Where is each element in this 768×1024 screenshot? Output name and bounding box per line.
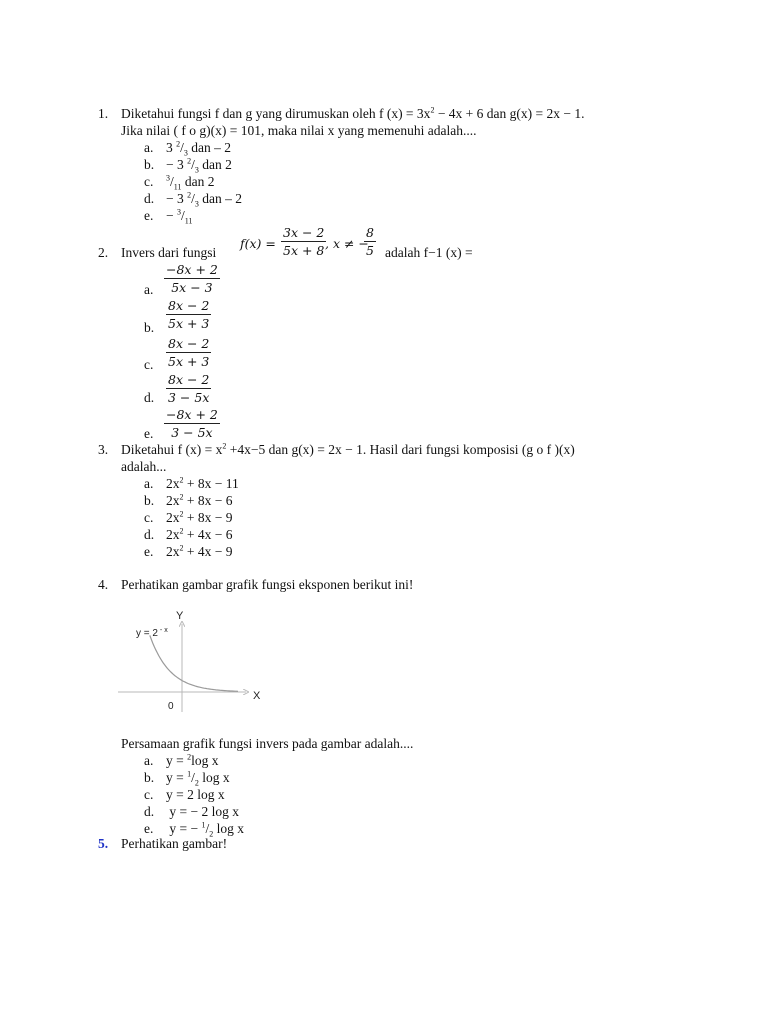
option-label[interactable]: b. — [144, 493, 155, 508]
question-4-text: Perhatikan gambar grafik fungsi eksponen berikut ini! — [121, 577, 414, 592]
question-2-text-after: adalah f−1 (x) = — [385, 245, 473, 260]
fraction-numerator: −8x + 2 — [166, 262, 218, 277]
option-label[interactable]: d. — [144, 804, 155, 819]
fraction-numerator: −8x + 2 — [166, 407, 218, 422]
question-1-number: 1. — [98, 106, 109, 121]
option-fraction[interactable] — [166, 335, 211, 370]
exponential-curve — [150, 635, 238, 691]
option-value[interactable]: $2x^2 + 8x - 6$ — [166, 492, 233, 508]
option-value[interactable]: y = $^2$log x — [166, 752, 219, 768]
function-label: f(x) = — [240, 236, 276, 251]
option-label[interactable]: b. — [144, 320, 155, 335]
question-2-number: 2. — [98, 245, 109, 260]
question-3-number: 3. — [98, 442, 109, 457]
condition-fraction — [364, 224, 376, 259]
option-label[interactable]: c. — [144, 174, 154, 189]
x-axis-label: X — [253, 690, 261, 702]
fraction-numerator: 8x − 2 — [168, 372, 210, 387]
question-4-number: 4. — [98, 577, 109, 592]
option-fraction[interactable] — [166, 371, 211, 406]
option-label[interactable]: a. — [144, 753, 154, 768]
option-label[interactable]: d. — [144, 390, 155, 405]
option-value[interactable]: $2x^2 + 8x - 11$ — [166, 475, 239, 491]
option-label[interactable]: c. — [144, 787, 154, 802]
option-label[interactable]: e. — [144, 426, 154, 441]
option-value[interactable]: − $^3/_{11}$ — [166, 207, 193, 226]
option-label[interactable]: c. — [144, 357, 154, 372]
option-value[interactable]: − 3 $^2/_3$ dan 2 — [166, 156, 232, 175]
y-axis-label: Y — [176, 610, 184, 622]
origin-label: 0 — [168, 701, 174, 712]
fraction-denominator: 5x + 3 — [168, 354, 210, 369]
curve-label: y = 2 $^{- x}$ — [136, 627, 168, 639]
question-4-prompt: Persamaan grafik fungsi invers pada gambar adalah.... — [121, 736, 414, 751]
question-2-text: Invers dari fungsi — [121, 245, 217, 260]
option-value[interactable]: $2x^2 + 4x - 9$ — [166, 543, 233, 559]
question-3-line-2: adalah... — [121, 459, 167, 474]
option-value[interactable]: y = − $^1/_2$ log x — [166, 820, 245, 839]
fraction-numerator: 8 — [366, 225, 374, 240]
domain-condition: , x ≠ − — [325, 236, 369, 251]
option-value[interactable]: y = 2 log x — [166, 787, 225, 802]
option-value[interactable]: 3 $^2/_3$ dan – 2 — [166, 139, 232, 158]
fraction-denominator: 5x + 3 — [168, 316, 210, 331]
option-label[interactable]: b. — [144, 770, 155, 785]
question-3-line-1: Diketahui f $(x) = x^2 +4x-5$ dan g(x) = 2x − 1. Hasil dari fungsi komposisi (g o f )(x) — [121, 441, 575, 457]
option-label[interactable]: e. — [144, 208, 154, 223]
option-label[interactable]: c. — [144, 510, 154, 525]
fraction-numerator: 8x − 2 — [168, 298, 210, 313]
option-fraction[interactable] — [164, 261, 220, 296]
option-label[interactable]: d. — [144, 527, 155, 542]
fraction-denominator: 5 — [366, 243, 374, 258]
option-label[interactable]: a. — [144, 140, 154, 155]
option-label[interactable]: b. — [144, 157, 155, 172]
option-fraction[interactable] — [164, 406, 220, 441]
option-value[interactable]: $2x^2 + 4x - 6$ — [166, 526, 233, 542]
fraction-numerator: 8x − 2 — [168, 336, 210, 351]
question-1-line-2: Jika nilai ( f o g)(x) = 101, maka nilai x yang memenuhi adalah.... — [121, 123, 477, 138]
fraction-denominator: 3 − 5x — [171, 425, 213, 440]
option-label[interactable]: a. — [144, 476, 154, 491]
fraction-numerator: 3x − 2 — [283, 225, 325, 240]
option-value[interactable]: $^3/_{11}$ dan 2 — [166, 173, 215, 192]
question-5-text: Perhatikan gambar! — [121, 836, 228, 851]
option-label[interactable]: e. — [144, 544, 154, 559]
question-5-number: 5. — [98, 836, 109, 851]
option-value[interactable]: $2x^2 + 8x - 9$ — [166, 509, 233, 525]
option-fraction[interactable] — [166, 297, 211, 332]
option-value[interactable]: y = − 2 log x — [166, 804, 239, 819]
option-value[interactable]: − 3 $^2/_3$ dan – 2 — [166, 190, 243, 209]
option-label[interactable]: e. — [144, 821, 154, 836]
fraction-denominator: 5x − 3 — [171, 280, 213, 295]
option-label[interactable]: a. — [144, 282, 154, 297]
exponential-graph — [112, 604, 272, 716]
fraction-denominator: 3 − 5x — [168, 390, 210, 405]
option-label[interactable]: d. — [144, 191, 155, 206]
function-fraction — [281, 224, 326, 259]
question-1-line-1: Diketahui fungsi f dan g yang dirumuskan oleh f $(x) = 3x^2 - 4x + 6$ dan g(x) = 2x − 1. — [121, 105, 585, 121]
fraction-denominator: 5x + 8 — [283, 243, 325, 258]
option-value[interactable]: $y = ^1/_2$ log x — [166, 769, 230, 788]
